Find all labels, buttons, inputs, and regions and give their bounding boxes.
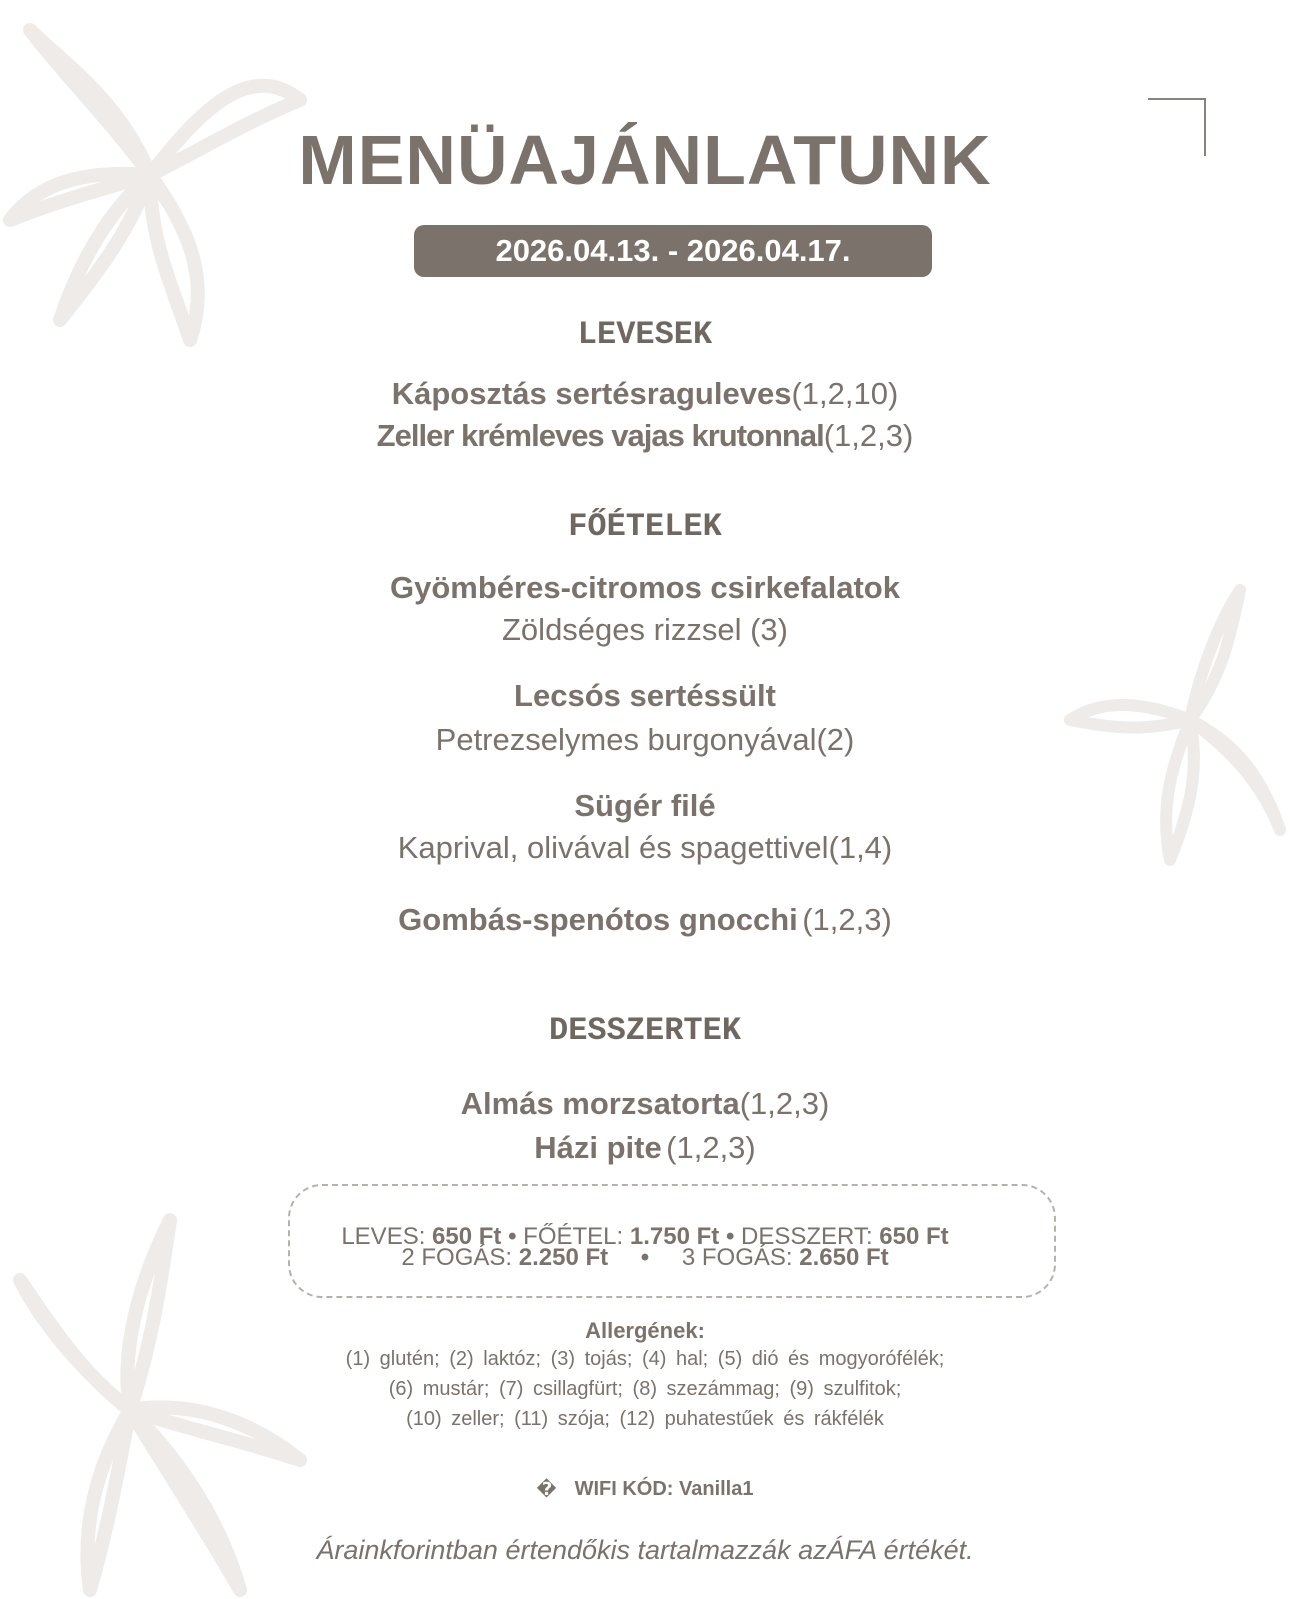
main-item-4-name: Gombás-spenótos gnocchi [398, 902, 798, 937]
dessert-item-2-name: Házi pite [534, 1130, 662, 1165]
dessert-item-2-allergens: (1,2,3) [666, 1130, 756, 1165]
main-item-1-side-text: Zöldséges rizzsel (3) [502, 612, 788, 647]
main-item-2-side-text: Petrezselymes burgonyával(2) [435, 722, 855, 757]
main-item-4 [0, 902, 1290, 938]
price-separator-2: • [725, 1223, 735, 1250]
soup-item-2-allergens: (1,2,3) [823, 418, 914, 453]
soup-item-2 [0, 418, 1290, 454]
soup-item-1 [0, 376, 1290, 412]
dessert-price-label: DESSZERT: [741, 1223, 873, 1250]
main-price-label: FŐÉTEL: [523, 1223, 624, 1250]
main-item-2-name: Lecsós sertéssült [514, 678, 776, 713]
main-item-1-side [0, 612, 1290, 648]
page-title: MENÜAJÁNLATUNK [298, 121, 992, 199]
main-item-3-side [0, 830, 1290, 866]
dessert-price: 650 Ft [879, 1223, 949, 1250]
dessert-item-1 [0, 1086, 1290, 1122]
main-price: 1.750 Ft [629, 1223, 720, 1250]
section-heading-soups: LEVESEK [577, 316, 713, 353]
soup-item-1-allergens: (1,2,10) [791, 376, 899, 411]
three-course-price: 2.650 Ft [799, 1244, 889, 1271]
soup-item-2-name: Zeller krémleves vajas krutonnal [376, 418, 824, 453]
main-item-1 [0, 570, 1290, 606]
main-item-1-name: Gyömbéres-citromos csirkefalatok [390, 570, 900, 605]
dessert-item-1-allergens: (1,2,3) [739, 1086, 830, 1121]
allergens-line-3: (10) zeller; (11) szója; (12) puhatestűek és rákfélék [406, 1408, 884, 1430]
main-item-3 [0, 788, 1290, 824]
price-separator-1: • [508, 1223, 517, 1250]
soup-price: 650 Ft [432, 1223, 502, 1250]
main-item-4-allergens: (1,2,3) [802, 902, 892, 937]
date-range-badge [414, 225, 932, 277]
allergens-title: Allergének: [585, 1318, 705, 1343]
main-item-2-side [0, 722, 1290, 758]
footer-vat-note: Árainkforintban értendőkis tartalmazzák azÁFA értékét. [316, 1535, 974, 1565]
allergens-line-2: (6) mustár; (7) csillagfürt; (8) szezámmag; (9) szulfitok; [388, 1378, 902, 1400]
main-item-3-side-text: Kaprival, olivával és spagettivel(1,4) [397, 830, 893, 865]
wifi-code-text: WIFI KÓD: Vanilla1 [574, 1478, 754, 1500]
price-line-combo [0, 1245, 1290, 1271]
three-course-label: 3 FOGÁS: [681, 1244, 793, 1271]
main-item-3-name: Sügér filé [574, 788, 716, 823]
wifi-info [0, 1478, 1290, 1501]
price-separator-3: • [640, 1244, 650, 1271]
dessert-item-2 [0, 1130, 1290, 1166]
two-course-price: 2.250 Ft [518, 1244, 609, 1271]
wifi-icon: � [536, 1479, 557, 1499]
date-range-text: 2026.04.13. - 2026.04.17. [495, 233, 851, 268]
soup-price-label: LEVES: [341, 1223, 426, 1250]
main-item-2 [0, 678, 1290, 714]
dessert-item-1-name: Almás morzsatorta [460, 1086, 740, 1121]
two-course-label: 2 FOGÁS: [401, 1244, 513, 1271]
soup-item-1-name: Káposztás sertésraguleves [391, 376, 792, 411]
section-heading-desserts: DESSZERTEK [548, 1012, 742, 1049]
section-heading-mains: FŐÉTELEK [568, 508, 722, 545]
allergens-line-1: (1) glutén; (2) laktóz; (3) tojás; (4) hal; (5) dió és mogyorófélék; [345, 1348, 945, 1370]
